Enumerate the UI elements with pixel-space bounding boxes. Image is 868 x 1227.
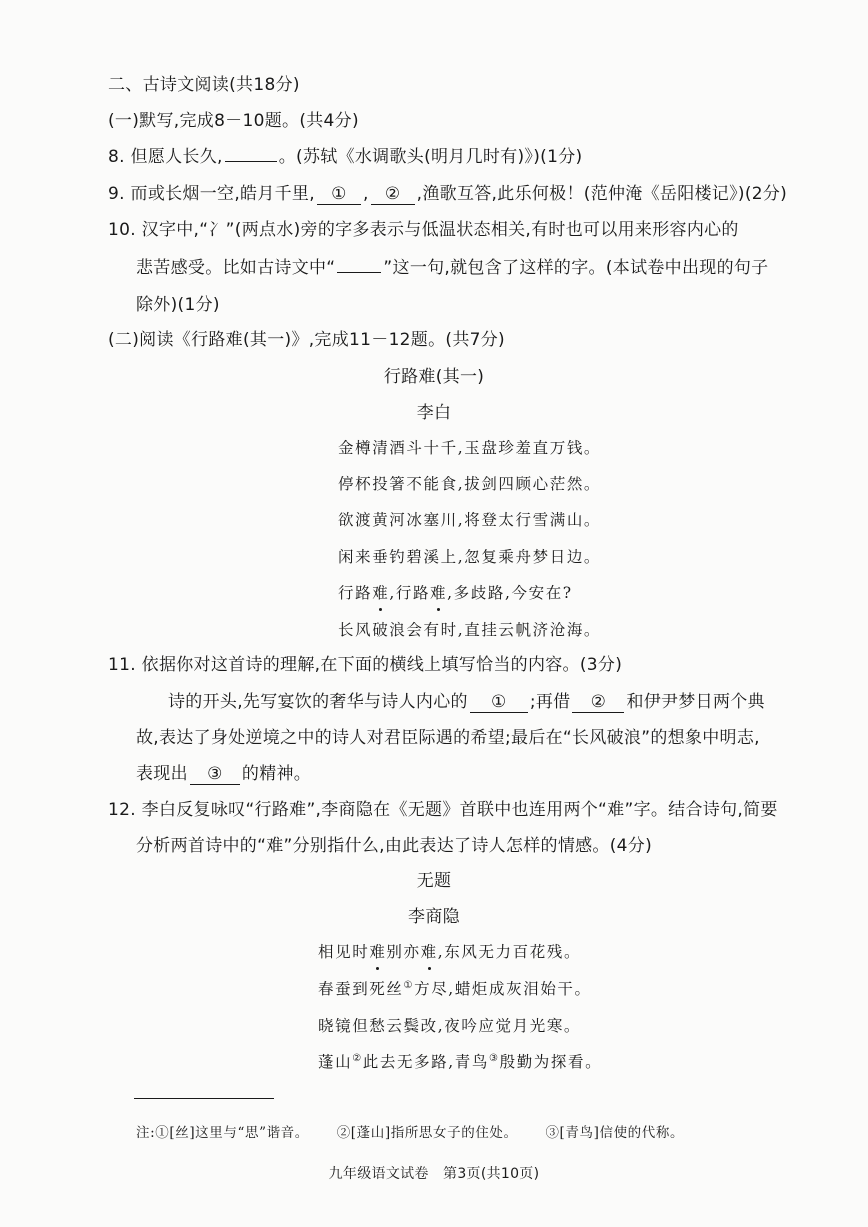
poem2-line-1-part: ,东风无力百花残。 [437, 943, 582, 961]
poem2-line-2 [318, 977, 592, 1001]
q9-separator: , [362, 184, 369, 204]
question-12-line1: 12. 李白反复咏叹“行路难”,李商隐在《无题》首联中也连用两个“难”字。结合诗句,简要 [108, 800, 778, 820]
poem-line-5-part: ,行路 [389, 584, 431, 602]
page-footer: 九年级语文试卷 第3页(共10页) [328, 1166, 540, 1182]
q9-text-pre: 9. 而或长烟一空,皓月千里, [108, 184, 315, 204]
q11-text: ;再借 [529, 692, 571, 712]
q8-answer-blank[interactable] [225, 161, 277, 162]
footnote-2: ②[蓬山]指所思女子的住处。 [336, 1125, 518, 1141]
emphasized-char: 难 [369, 940, 386, 964]
q11-text: 诗的开头,先写宴饮的奢华与诗人内心的 [168, 692, 468, 712]
section-title: 二、古诗文阅读(共18分) [108, 75, 300, 95]
q11-text: 表现出 [136, 764, 188, 784]
poem2-title: 无题 [416, 871, 452, 891]
footnote-marker: ③ [489, 1052, 500, 1064]
question-10-line3: 除外)(1分) [136, 295, 220, 315]
poem2-line-2-part: 春蚕到死丝 [318, 980, 404, 998]
poem2-line-4-part: 殷勤为探看。 [499, 1053, 603, 1071]
footnote-marker: ② [352, 1052, 363, 1064]
q8-text-post: 。(苏轼《水调歌头(明月几时有)》)(1分) [278, 147, 583, 167]
q11-text: 的精神。 [241, 764, 312, 784]
q10-text-post: ”这一句,就包含了这样的字。(本试卷中出现的句子 [383, 258, 769, 278]
q9-blank-2[interactable]: ② [371, 184, 415, 205]
question-9 [108, 182, 787, 206]
q10-answer-blank[interactable] [337, 272, 381, 273]
footnote-marker: ① [403, 979, 415, 991]
emphasized-char: 难 [430, 581, 447, 605]
part2-heading: (二)阅读《行路难(其一)》,完成11－12题。(共7分) [108, 330, 505, 350]
poem-author: 李白 [416, 403, 452, 423]
q9-blank-1[interactable]: ① [317, 184, 361, 205]
poem2-line-1-part: 别亦 [386, 943, 421, 961]
poem-title: 行路难(其一) [383, 367, 485, 387]
poem-line-2: 停杯投箸不能食,拔剑四顾心茫然。 [338, 475, 602, 493]
question-11-line1 [168, 690, 765, 714]
part1-heading: (一)默写,完成8－10题。(共4分) [108, 111, 359, 131]
question-10-line1: 10. 汉字中,“冫”(两点水)旁的字多表示与低温状态相关,有时也可以用来形容内心的 [108, 220, 739, 240]
question-11-line2: 故,表达了身处逆境之中的诗人对君臣际遇的希望;最后在“长风破浪”的想象中明志, [136, 728, 760, 748]
poem-line-5 [338, 581, 573, 605]
emphasized-char: 难 [421, 940, 438, 964]
emphasized-char: 难 [372, 581, 389, 605]
footnote-1: 注:①[丝]这里与“思”谐音。 [136, 1125, 309, 1141]
poem2-line-4-part: 蓬山 [318, 1053, 353, 1071]
poem2-line-1-part: 相见时 [318, 943, 370, 961]
q8-text-pre: 8. 但愿人长久, [108, 147, 223, 167]
q11-text: 和伊尹梦日两个典 [626, 692, 765, 712]
question-10-line2 [136, 256, 768, 280]
q11-blank-2[interactable]: ② [572, 692, 624, 713]
poem-line-6: 长风破浪会有时,直挂云帆济沧海。 [338, 621, 602, 639]
q11-blank-1[interactable]: ① [470, 692, 528, 713]
q11-blank-3[interactable]: ③ [190, 764, 240, 785]
q10-text-pre: 悲苦感受。比如古诗文中“ [136, 258, 336, 278]
question-8 [108, 145, 582, 169]
footnote-3: ③[青鸟]信使的代称。 [545, 1125, 685, 1141]
footnote-divider [134, 1098, 274, 1099]
question-11-line3 [136, 762, 311, 786]
poem-line-1: 金樽清酒斗十千,玉盘珍羞直万钱。 [338, 439, 602, 457]
poem-line-3: 欲渡黄河冰塞川,将登太行雪满山。 [338, 511, 602, 529]
poem2-line-1 [318, 940, 581, 964]
question-12-line2: 分析两首诗中的“难”分别指什么,由此表达了诗人怎样的情感。(4分) [136, 836, 652, 856]
poem-line-4: 闲来垂钓碧溪上,忽复乘舟梦日边。 [338, 548, 602, 566]
poem2-author: 李商隐 [408, 907, 460, 927]
poem-line-5-part: ,多歧路,今安在? [447, 584, 573, 602]
poem2-line-3: 晓镜但愁云鬓改,夜吟应觉月光寒。 [318, 1017, 582, 1035]
footnotes [136, 1121, 684, 1145]
poem2-line-4-part: 此去无多路,青鸟 [362, 1053, 490, 1071]
poem-line-5-part: 行路 [338, 584, 373, 602]
question-11-stem: 11. 依据你对这首诗的理解,在下面的横线上填写恰当的内容。(3分) [108, 655, 623, 675]
poem2-line-2-part: 方尽,蜡炬成灰泪始干。 [414, 980, 592, 998]
q9-text-post: ,渔歌互答,此乐何极！(范仲淹《岳阳楼记》)(2分) [416, 184, 788, 204]
poem2-line-4 [318, 1050, 602, 1074]
